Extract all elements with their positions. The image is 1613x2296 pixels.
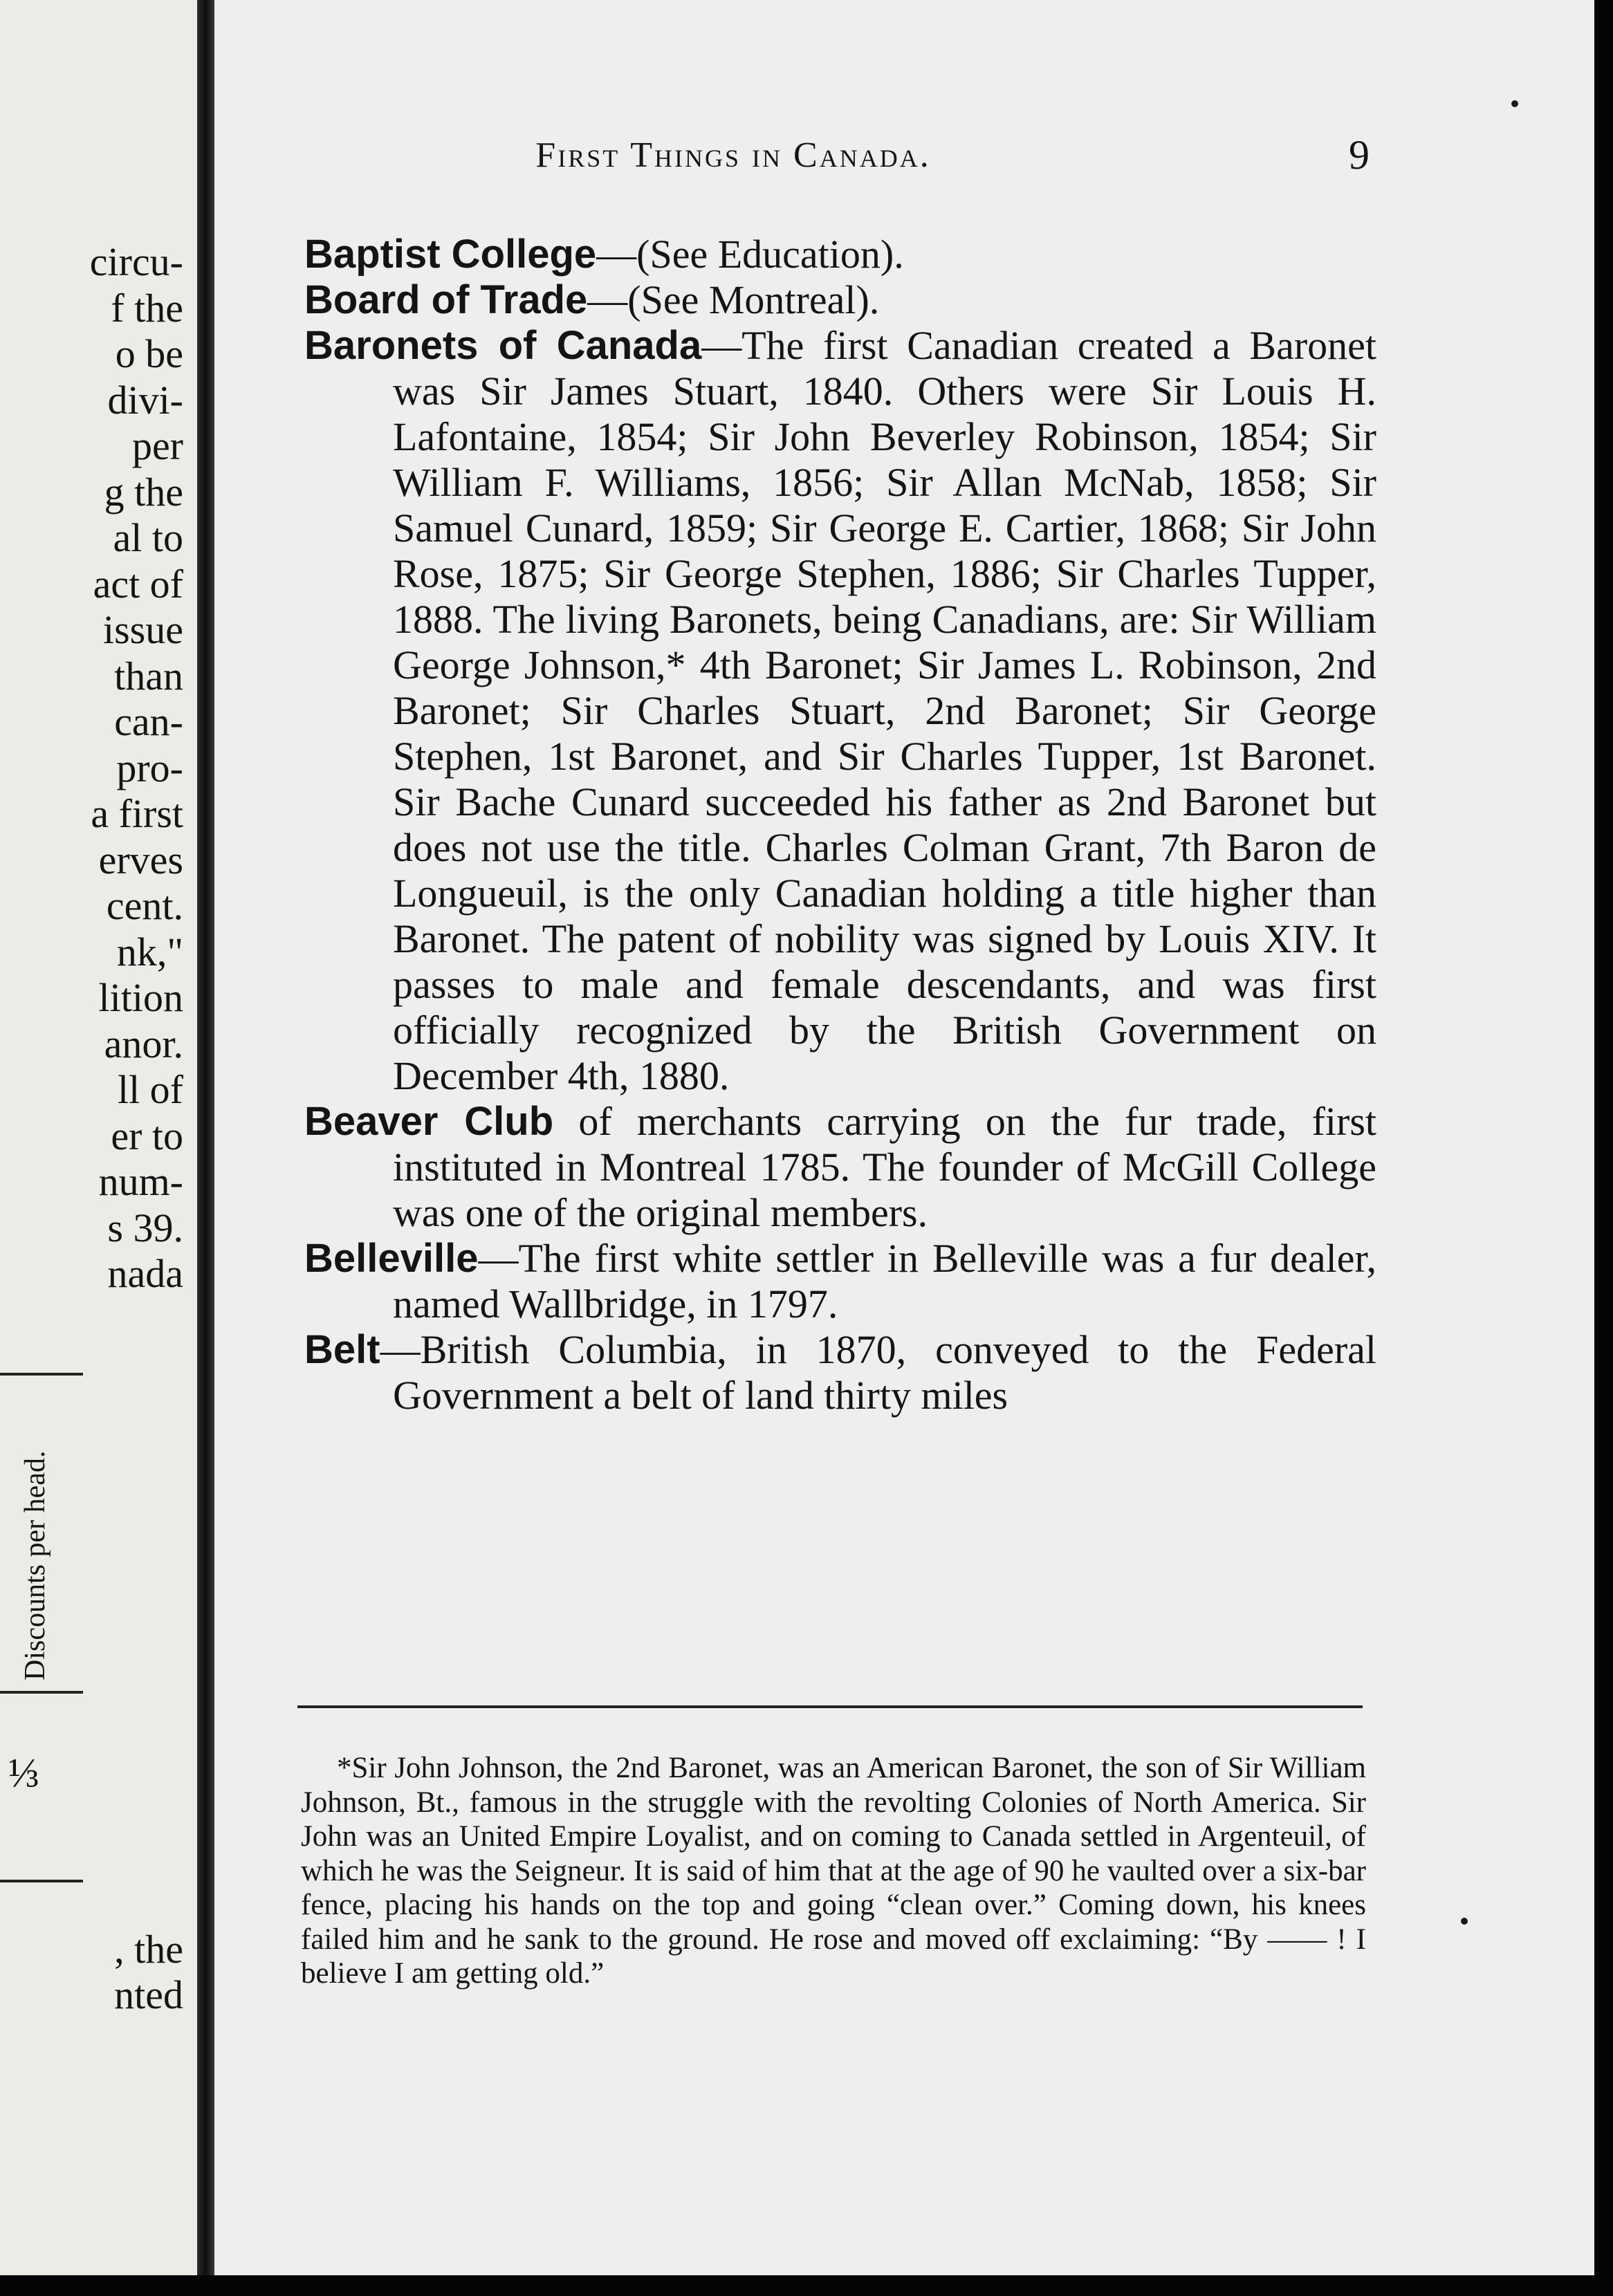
entry-head: Belt	[304, 1327, 380, 1372]
left-fraction: ⅓	[8, 1750, 39, 1796]
left-page-line: erves	[98, 837, 183, 882]
left-page-line: pro-	[116, 745, 183, 790]
page-number: 9	[1349, 132, 1370, 178]
page-edge-shadow	[1594, 0, 1613, 2296]
footnote: *Sir John Johnson, the 2nd Baronet, was an American Baronet, the son of Sir William Johnson, Bt., famous in the struggle with the revolting Colonies of North America. Sir John was an United Empire Loyalist, and on coming to Canada settled in Argenteuil, of which he was the Seigneur. It is said of him that at the age of 90 he vaulted over a six-bar fence, placing his hands on the top and going “clean over.” Coming down, his knees failed him and he sank to the ground. He rose and moved off exclaiming: “By —— ! I believe I am getting old.”	[301, 1752, 1366, 1990]
left-facing-page	[0, 0, 197, 2296]
left-page-line: than	[114, 653, 183, 698]
left-page-line: f the	[111, 285, 183, 331]
entry-text: —(See Montreal).	[587, 277, 880, 322]
left-page-line: a first	[91, 791, 183, 836]
entries-list	[304, 232, 1376, 1418]
entry-beaver-club	[304, 1099, 1376, 1236]
left-page-line: act of	[93, 561, 183, 607]
left-page-line: o be	[115, 331, 183, 376]
entry-head: Belleville	[304, 1236, 479, 1281]
footnote-rule	[297, 1705, 1363, 1708]
left-page-line: al to	[113, 515, 183, 560]
entry-baptist-college	[304, 232, 1376, 277]
left-page-line: issue	[103, 607, 183, 652]
left-page-line: nada	[107, 1251, 183, 1296]
left-page-line: nk,"	[116, 929, 183, 974]
left-page-line: anor.	[104, 1021, 183, 1066]
entry-head: Beaver Club	[304, 1099, 554, 1144]
left-page-line: can-	[114, 699, 183, 744]
left-page-line: ll of	[117, 1067, 183, 1112]
left-page-line: num-	[98, 1159, 183, 1204]
entry-head: Baptist College	[304, 232, 597, 277]
print-speck	[1461, 1918, 1468, 1925]
left-table-rule-mid	[0, 1691, 83, 1694]
left-page-line: er to	[111, 1113, 183, 1158]
left-page-line: , the	[114, 1927, 183, 1972]
entry-text: —British Columbia, in 1870, conveyed to the Federal Government a belt of land thirty miles	[380, 1327, 1376, 1418]
rotated-caption: Discounts per head.	[19, 1450, 51, 1681]
book-gutter	[197, 0, 214, 2296]
entry-belt	[304, 1327, 1376, 1418]
entry-text: of merchants carrying on the fur trade, first instituted in Montreal 1785. The founder of McGill College was one of the original members.	[393, 1099, 1377, 1235]
left-page-line: g the	[104, 469, 183, 515]
entry-head: Board of Trade	[304, 277, 588, 322]
left-table-rule-top	[0, 1373, 83, 1376]
running-title: First Things in Canada.	[535, 136, 931, 175]
left-table-rule-bottom	[0, 1880, 83, 1882]
left-page-line: nted	[114, 1972, 183, 2017]
entry-text: —The first Canadian created a Baronet was Sir James Stuart, 1840. Others were Sir Louis H. Lafontaine, 1854; Sir John Beverley Robinson, 1854; Sir William F. Williams, 1856; Sir Allan McNab, 1858; Sir Samuel Cunard, 1859; Sir George E. Cartier, 1868; Sir John Rose, 1875; Sir George Stephen, 1886; Sir Charles Tupper, 1888. The living Baronets, being Canadians, are: Sir William George Johnson,* 4th Baronet; Sir James L. Robinson, 2nd Baronet; Sir Charles Stuart, 2nd Baronet; Sir George Stephen, 1st Baronet, and Sir Charles Tupper, 1st Baronet. Sir Bache Cunard succeeded his father as 2nd Baronet but does not use the title. Charles Colman Grant, 7th Baron de Longueuil, is the only Canadian holding a title higher than Baronet. The patent of nobility was signed by Louis XIV. It passes to male and female descendants, and was first officially recognized by the British Government on December 4th, 1880.	[393, 323, 1377, 1098]
print-speck	[1511, 100, 1518, 107]
entry-head: Baronets of Canada	[304, 323, 702, 368]
left-page-line: s 39.	[107, 1205, 183, 1250]
entry-belleville	[304, 1236, 1376, 1327]
entry-baronets-of-canada	[304, 323, 1376, 1099]
left-table-caption	[19, 1383, 68, 1681]
left-page-line: circu-	[89, 239, 183, 284]
left-page-line: divi-	[107, 377, 183, 423]
page-bottom-shadow	[0, 2275, 1613, 2296]
entry-board-of-trade	[304, 277, 1376, 323]
entry-text: —The first white settler in Belleville was a fur dealer, named Wallbridge, in 1797.	[393, 1236, 1376, 1326]
left-page-line: lition	[98, 975, 183, 1020]
left-page-line: cent.	[106, 883, 183, 928]
left-page-line: per	[131, 423, 183, 468]
entry-text: —(See Education).	[596, 232, 904, 277]
